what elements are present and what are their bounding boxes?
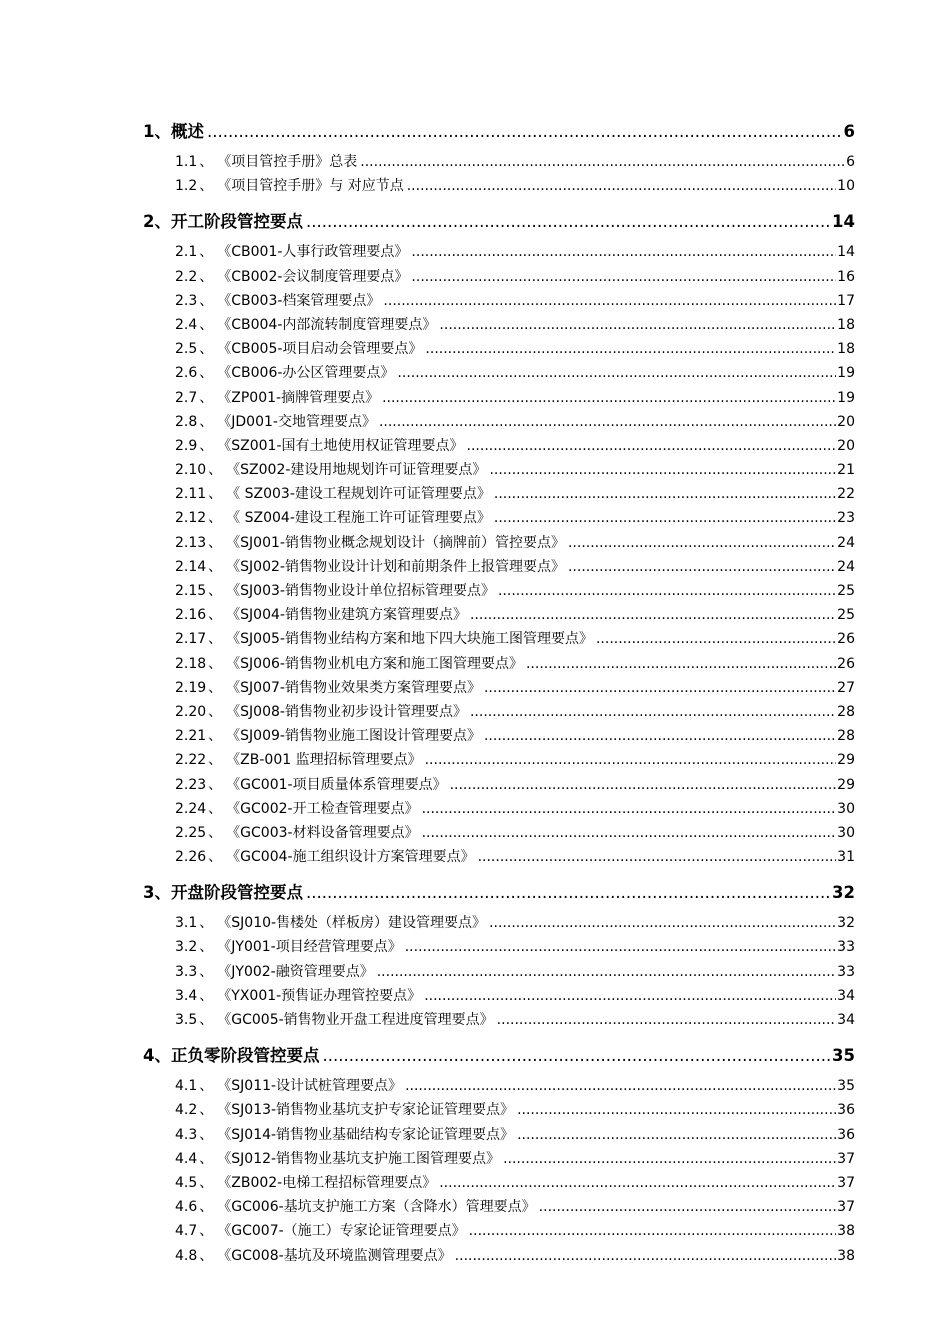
entry-separator: 、 (208, 631, 223, 648)
entry-number: 2.5 (175, 341, 198, 358)
dot-leader (470, 607, 836, 623)
entry-number: 2.13 (175, 534, 207, 551)
entry-title: 《SJ012-销售物业基坑支护施工图管理要点》 (217, 1150, 501, 1167)
dot-leader (596, 631, 836, 647)
entry-separator: 、 (199, 1174, 214, 1191)
toc-entry[interactable] (175, 1124, 855, 1148)
entry-number: 2.25 (175, 824, 207, 841)
entry-separator: 、 (199, 341, 214, 358)
page-number: 30 (837, 824, 855, 841)
entry-number: 1.2 (175, 178, 198, 195)
entry-separator: 、 (199, 437, 214, 454)
dot-leader (411, 244, 836, 260)
entry-number: 2 (143, 212, 155, 232)
page-number: 32 (832, 883, 855, 903)
entry-separator: 、 (199, 154, 214, 170)
entry-separator: 、 (199, 389, 214, 406)
entry-title: 《SJ008-销售物业初步设计管理要点》 (226, 703, 467, 720)
dot-leader (397, 365, 836, 381)
toc-section-heading[interactable] (143, 208, 855, 237)
entry-title: 《JY001-项目经营管理要点》 (217, 939, 402, 956)
entry-number: 2.2 (175, 268, 198, 285)
entry-title: 《SJ013-销售物业基坑支护专家论证管理要点》 (217, 1102, 515, 1119)
page-number: 6 (846, 154, 855, 170)
dot-leader (503, 1151, 836, 1167)
entry-separator: 、 (208, 776, 223, 793)
page-number: 14 (837, 244, 855, 261)
entry-title: 《YX001-预售证办理管控要点》 (217, 987, 422, 1004)
entry-number: 2.20 (175, 703, 207, 720)
page-number: 26 (837, 631, 855, 648)
entry-separator: 、 (208, 728, 223, 745)
dot-leader (469, 1223, 837, 1239)
page-number: 36 (837, 1126, 855, 1143)
entry-title: 《GC001-项目质量体系管理要点》 (226, 776, 447, 793)
entry-title: 《GC005-销售物业开盘工程进度管理要点》 (217, 1012, 494, 1028)
dot-leader (439, 1175, 836, 1191)
entry-title: 《GC007-（施工）专家论证管理要点》 (217, 1223, 466, 1240)
toc-entry[interactable] (175, 266, 855, 290)
entry-title: 《 SZ003-建设工程规划许可证管理要点》 (226, 486, 491, 503)
page-number: 37 (837, 1174, 855, 1191)
entry-title: 《GC008-基坑及环境监测管理要点》 (217, 1247, 452, 1264)
entry-separator: 、 (154, 883, 171, 903)
page-number: 35 (837, 1078, 855, 1095)
page-number: 35 (832, 1046, 855, 1066)
entry-separator: 、 (208, 849, 223, 866)
entry-separator: 、 (208, 558, 223, 575)
entry-number: 3.5 (175, 1012, 198, 1028)
toc-entry[interactable] (175, 1009, 855, 1033)
entry-title: 《SJ002-销售物业设计计划和前期条件上报管理要点》 (226, 558, 565, 575)
dot-leader (539, 1199, 837, 1215)
entry-number: 2.22 (175, 752, 207, 769)
entry-separator: 、 (208, 752, 223, 769)
entry-title: 《CB006-办公区管理要点》 (217, 365, 395, 382)
page-number: 20 (837, 437, 855, 454)
dot-leader (425, 752, 837, 768)
entry-separator: 、 (208, 703, 223, 720)
toc-entry[interactable] (175, 556, 855, 580)
entry-number: 4.4 (175, 1150, 198, 1167)
entry-title: 《CB004-内部流转制度管理要点》 (217, 316, 437, 333)
page-number: 26 (837, 655, 855, 672)
entry-number: 3 (143, 883, 155, 903)
page-number: 33 (837, 939, 855, 956)
toc-entry[interactable] (175, 1220, 855, 1244)
entry-separator: 、 (208, 510, 223, 527)
dot-leader (407, 178, 836, 194)
entry-separator: 、 (208, 655, 223, 672)
entry-number: 4.5 (175, 1174, 198, 1191)
entry-separator: 、 (154, 212, 171, 232)
toc-entry[interactable] (175, 387, 855, 411)
entry-separator: 、 (208, 679, 223, 696)
page-number: 19 (837, 365, 855, 382)
page-number: 14 (832, 212, 855, 232)
entry-number: 2.10 (175, 462, 207, 479)
entry-title: 《SJ001-销售物业概念规划设计（摘牌前）管控要点》 (226, 534, 565, 551)
toc-entry[interactable] (175, 961, 855, 985)
entry-separator: 、 (199, 915, 214, 932)
toc-entry[interactable] (175, 1148, 855, 1172)
page-number: 29 (837, 776, 855, 793)
toc-entry[interactable] (175, 822, 855, 846)
entry-title: 《项目管控手册》与 对应节点 (217, 178, 404, 195)
entry-separator: 、 (199, 268, 214, 285)
entry-title: 《SJ005-销售物业结构方案和地下四大块施工图管理要点》 (226, 631, 593, 648)
toc-entry[interactable] (175, 1172, 855, 1196)
entry-title: 《SJ003-销售物业设计单位招标管理要点》 (226, 583, 495, 599)
entry-number: 2.7 (175, 389, 198, 406)
entry-separator: 、 (199, 413, 214, 430)
dot-leader (405, 939, 836, 955)
entry-number: 2.6 (175, 365, 198, 382)
page-number: 17 (837, 292, 855, 309)
dot-leader (411, 269, 836, 285)
toc-entry[interactable] (175, 241, 855, 265)
page-number: 30 (837, 800, 855, 817)
entry-number: 4.2 (175, 1102, 198, 1119)
entry-number: 2.23 (175, 776, 207, 793)
toc-entry[interactable] (175, 846, 855, 870)
entry-separator: 、 (199, 1078, 214, 1095)
page-number: 20 (837, 413, 855, 430)
toc-section-heading[interactable] (143, 1042, 855, 1071)
entry-title: 《JD001-交地管理要点》 (217, 413, 376, 430)
page-number: 16 (837, 268, 855, 285)
entry-number: 4.8 (175, 1247, 198, 1264)
toc-entry[interactable] (175, 151, 855, 175)
entry-number: 1 (143, 122, 155, 141)
entry-number: 4.7 (175, 1223, 198, 1240)
dot-leader (494, 486, 836, 502)
toc-entry[interactable] (175, 936, 855, 960)
dot-leader (470, 704, 836, 720)
entry-title: 《SJ010-售楼处（样板房）建设管理要点》 (217, 915, 487, 932)
entry-number: 4.6 (175, 1199, 198, 1216)
toc-entry[interactable] (175, 580, 855, 604)
entry-title: 《CB005-项目启动会管理要点》 (217, 341, 423, 358)
dot-leader (526, 656, 836, 672)
dot-leader (439, 317, 836, 333)
entry-title: 《SJ011-设计试桩管理要点》 (217, 1078, 403, 1095)
entry-number: 2.9 (175, 437, 198, 454)
entry-title: 《GC006-基坑支护施工方案（含降水）管理要点》 (217, 1199, 536, 1216)
toc-entry[interactable] (175, 290, 855, 314)
dot-leader (382, 390, 836, 406)
page-number: 32 (837, 915, 855, 932)
entry-separator: 、 (199, 987, 214, 1004)
entry-title: 《SJ014-销售物业基础结构专家论证管理要点》 (217, 1126, 515, 1143)
entry-separator: 、 (199, 1223, 214, 1240)
entry-number: 2.4 (175, 316, 198, 333)
entry-number: 2.11 (175, 486, 207, 503)
entry-title: 《SZ002-建设用地规划许可证管理要点》 (226, 462, 487, 479)
page-number: 21 (837, 462, 855, 479)
dot-leader (497, 1012, 837, 1028)
entry-number: 2.8 (175, 413, 198, 430)
toc-entry[interactable] (175, 749, 855, 773)
entry-number: 2.16 (175, 607, 207, 624)
page-number: 38 (837, 1223, 855, 1240)
page-number: 24 (837, 558, 855, 575)
toc-entry[interactable] (175, 1099, 855, 1123)
entry-number: 3.1 (175, 915, 198, 932)
entry-number: 4.1 (175, 1078, 198, 1095)
entry-separator: 、 (199, 1126, 214, 1143)
entry-separator: 、 (154, 122, 171, 141)
entry-number: 2.26 (175, 849, 207, 866)
entry-number: 4.3 (175, 1126, 198, 1143)
dot-leader (422, 801, 837, 817)
entry-title: 《SJ009-销售物业施工图设计管理要点》 (226, 728, 481, 745)
entry-title: 《GC002-开工检查管理要点》 (226, 800, 419, 817)
page-number: 22 (837, 486, 855, 503)
entry-separator: 、 (199, 365, 214, 382)
dot-leader (360, 154, 845, 170)
page-number: 6 (843, 122, 855, 141)
entry-number: 2.18 (175, 655, 207, 672)
page-number: 24 (837, 534, 855, 551)
entry-number: 2.1 (175, 244, 198, 261)
toc-entry[interactable] (175, 314, 855, 338)
entry-number: 3.2 (175, 939, 198, 956)
table-of-contents (143, 118, 855, 1269)
page-number: 37 (837, 1199, 855, 1216)
dot-leader (498, 583, 836, 599)
page-number: 25 (837, 583, 855, 599)
entry-separator: 、 (199, 1012, 214, 1028)
entry-title: 《ZB-001 监理招标管理要点》 (226, 752, 422, 769)
page-number: 27 (837, 679, 855, 696)
toc-entry[interactable] (175, 677, 855, 701)
page-number: 10 (837, 178, 855, 195)
entry-separator: 、 (208, 824, 223, 841)
entry-separator: 、 (199, 292, 214, 309)
toc-entry[interactable] (175, 435, 855, 459)
entry-title: 《ZP001-摘牌管理要点》 (217, 389, 380, 406)
dot-leader (405, 1078, 836, 1094)
toc-section-heading[interactable] (143, 879, 855, 908)
toc-entry[interactable] (175, 774, 855, 798)
page-number: 33 (837, 963, 855, 980)
page-number: 29 (837, 752, 855, 769)
entry-title: 《SJ006-销售物业机电方案和施工图管理要点》 (226, 655, 523, 672)
toc-entry[interactable] (175, 701, 855, 725)
entry-title: 《GC003-材料设备管理要点》 (226, 824, 419, 841)
entry-number: 2.3 (175, 292, 198, 309)
entry-separator: 、 (208, 462, 223, 479)
entry-title: 《JY002-融资管理要点》 (217, 963, 374, 980)
dot-leader (568, 559, 836, 575)
dot-leader (322, 1046, 831, 1065)
entry-separator: 、 (208, 800, 223, 817)
toc-entry[interactable] (175, 175, 855, 199)
entry-separator: 、 (199, 244, 214, 261)
entry-separator: 、 (199, 1199, 214, 1216)
page-number: 19 (837, 389, 855, 406)
entry-title: 《ZB002-电梯工程招标管理要点》 (217, 1174, 437, 1191)
page-number: 25 (837, 607, 855, 624)
entry-separator: 、 (199, 1102, 214, 1119)
entry-number: 3.3 (175, 963, 198, 980)
page-number: 34 (837, 987, 855, 1004)
entry-separator: 、 (199, 963, 214, 980)
entry-number: 2.14 (175, 558, 207, 575)
dot-leader (484, 680, 836, 696)
toc-entry[interactable] (175, 1075, 855, 1099)
entry-separator: 、 (199, 178, 214, 195)
toc-section-heading[interactable] (143, 118, 855, 147)
entry-number: 4 (143, 1046, 155, 1066)
entry-title: 开工阶段管控要点 (170, 212, 303, 232)
toc-entry[interactable] (175, 483, 855, 507)
entry-title: 概述 (170, 122, 204, 141)
page-number: 18 (837, 316, 855, 333)
page-number: 28 (837, 703, 855, 720)
page-number: 23 (837, 510, 855, 527)
dot-leader (494, 510, 836, 526)
entry-title: 《CB001-人事行政管理要点》 (217, 244, 409, 261)
entry-number: 2.24 (175, 800, 207, 817)
entry-number: 2.19 (175, 679, 207, 696)
entry-title: 开盘阶段管控要点 (170, 883, 303, 903)
entry-separator: 、 (199, 1247, 214, 1264)
entry-title: 《 SZ004-建设工程施工许可证管理要点》 (226, 510, 491, 527)
entry-title: 《SJ004-销售物业建筑方案管理要点》 (226, 607, 467, 624)
toc-entry[interactable] (175, 338, 855, 362)
toc-entry[interactable] (175, 1196, 855, 1220)
entry-number: 2.21 (175, 728, 207, 745)
entry-title: 《项目管控手册》总表 (217, 154, 358, 170)
toc-entry[interactable] (175, 604, 855, 628)
page-number: 37 (837, 1150, 855, 1167)
entry-separator: 、 (199, 316, 214, 333)
entry-separator: 、 (154, 1046, 171, 1066)
toc-entry[interactable] (175, 459, 855, 483)
dot-leader (478, 849, 837, 865)
page-number: 36 (837, 1102, 855, 1119)
dot-leader (422, 825, 837, 841)
entry-number: 1.1 (175, 154, 198, 170)
toc-entry[interactable] (175, 411, 855, 435)
page-number: 31 (837, 849, 855, 866)
toc-entry[interactable] (175, 912, 855, 936)
dot-leader (455, 1248, 837, 1264)
toc-entry[interactable] (175, 725, 855, 749)
entry-title: 《SZ001-国有土地使用权证管理要点》 (217, 437, 464, 454)
dot-leader (383, 293, 836, 309)
dot-leader (450, 777, 837, 793)
entry-number: 2.17 (175, 631, 207, 648)
dot-leader (306, 883, 831, 902)
page-number: 18 (837, 341, 855, 358)
dot-leader (379, 414, 836, 430)
entry-title: 《CB002-会议制度管理要点》 (217, 268, 409, 285)
dot-leader (568, 535, 836, 551)
dot-leader (207, 122, 843, 141)
toc-entry[interactable] (175, 362, 855, 386)
entry-number: 3.4 (175, 987, 198, 1004)
dot-leader (377, 964, 836, 980)
toc-entry[interactable] (175, 628, 855, 652)
entry-separator: 、 (208, 583, 223, 599)
toc-entry[interactable] (175, 985, 855, 1009)
dot-leader (306, 212, 831, 231)
dot-leader (424, 988, 836, 1004)
dot-leader (517, 1127, 836, 1143)
dot-leader (425, 341, 836, 357)
toc-entry[interactable] (175, 798, 855, 822)
entry-separator: 、 (199, 1150, 214, 1167)
entry-separator: 、 (208, 486, 223, 503)
toc-entry[interactable] (175, 507, 855, 531)
entry-title: 正负零阶段管控要点 (170, 1046, 320, 1066)
page-number: 28 (837, 728, 855, 745)
entry-separator: 、 (199, 939, 214, 956)
page-number: 38 (837, 1247, 855, 1264)
toc-entry[interactable] (175, 532, 855, 556)
entry-title: 《SJ007-销售物业效果类方案管理要点》 (226, 679, 481, 696)
entry-separator: 、 (208, 607, 223, 624)
entry-number: 2.12 (175, 510, 207, 527)
page-number: 34 (837, 1012, 855, 1028)
entry-title: 《GC004-施工组织设计方案管理要点》 (226, 849, 475, 866)
entry-number: 2.15 (175, 583, 207, 599)
dot-leader (489, 462, 836, 478)
dot-leader (484, 728, 836, 744)
dot-leader (489, 915, 836, 931)
dot-leader (517, 1102, 836, 1118)
entry-separator: 、 (208, 534, 223, 551)
toc-entry[interactable] (175, 1245, 855, 1269)
entry-title: 《CB003-档案管理要点》 (217, 292, 381, 309)
dot-leader (467, 438, 837, 454)
toc-entry[interactable] (175, 653, 855, 677)
